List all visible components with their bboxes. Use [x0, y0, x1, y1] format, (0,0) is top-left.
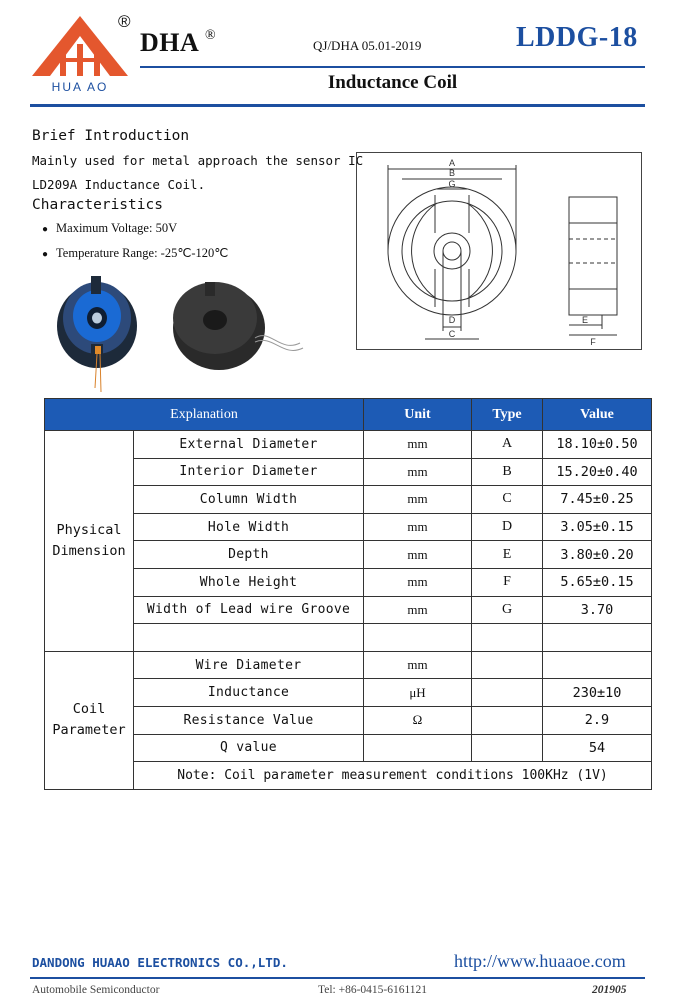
row-item: Inductance	[134, 679, 364, 707]
group-physical-dimension: Physical Dimension	[45, 431, 134, 652]
row-value: 5.65±0.15	[543, 568, 652, 596]
row-value: 7.45±0.25	[543, 486, 652, 514]
row-type	[472, 624, 543, 652]
table-row	[45, 651, 652, 679]
dimension-label-b: B	[448, 168, 456, 178]
row-item: Q value	[134, 734, 364, 762]
row-type: G	[472, 596, 543, 624]
part-number: LDDG-18	[516, 22, 638, 53]
row-value: 2.9	[543, 706, 652, 734]
dimension-label-e: E	[581, 315, 589, 325]
header-rule	[30, 104, 645, 107]
row-unit: μH	[364, 679, 472, 707]
dimension-label-d: D	[448, 315, 456, 325]
row-item: Hole Width	[134, 513, 364, 541]
brand-registered-mark: ®	[205, 28, 216, 43]
row-unit	[364, 734, 472, 762]
row-item: Depth	[134, 541, 364, 569]
table-row	[45, 568, 652, 596]
document-title: Inductance Coil	[327, 72, 458, 93]
logo-registered-mark: ®	[118, 12, 131, 31]
table-row	[45, 706, 652, 734]
row-unit: mm	[364, 541, 472, 569]
measurement-note: Note: Coil parameter measurement conditions 100KHz (1V)	[134, 762, 652, 790]
row-unit: mm	[364, 651, 472, 679]
row-item: Interior Diameter	[134, 458, 364, 486]
characteristics-heading: Characteristics	[32, 197, 163, 213]
row-item: External Diameter	[134, 431, 364, 459]
row-unit: mm	[364, 486, 472, 514]
dimension-drawing	[356, 152, 642, 350]
header-type: Type	[472, 399, 543, 431]
header-divider	[140, 66, 645, 68]
table-row	[45, 458, 652, 486]
row-type: A	[472, 431, 543, 459]
row-value	[543, 651, 652, 679]
row-item: Whole Height	[134, 568, 364, 596]
footer-category: Automobile Semiconductor	[32, 984, 160, 996]
header-value: Value	[543, 399, 652, 431]
coil-photo-black	[173, 282, 303, 370]
footer-date-code: 201905	[592, 984, 627, 996]
row-unit	[364, 624, 472, 652]
intro-line-2: LD209A Inductance Coil.	[32, 177, 206, 192]
dimension-label-a: A	[448, 158, 456, 168]
row-type: C	[472, 486, 543, 514]
row-type	[472, 651, 543, 679]
row-type: D	[472, 513, 543, 541]
row-value: 18.10±0.50	[543, 431, 652, 459]
row-type: E	[472, 541, 543, 569]
table-row	[45, 541, 652, 569]
row-value: 230±10	[543, 679, 652, 707]
characteristic-item: ● Maximum Voltage: 50V	[42, 221, 178, 235]
row-value: 3.80±0.20	[543, 541, 652, 569]
row-type: B	[472, 458, 543, 486]
logo-text: HUA AO	[51, 80, 109, 94]
dimension-label-g: G	[448, 179, 456, 189]
row-value: 3.70	[543, 596, 652, 624]
row-value: 54	[543, 734, 652, 762]
footer-rule	[30, 977, 645, 979]
row-unit: mm	[364, 596, 472, 624]
row-item: Resistance Value	[134, 706, 364, 734]
row-value: 15.20±0.40	[543, 458, 652, 486]
coil-photo-blue	[57, 276, 137, 392]
table-row	[45, 596, 652, 624]
company-name: DANDONG HUAAO ELECTRONICS CO.,LTD.	[32, 955, 288, 970]
row-type	[472, 734, 543, 762]
row-type	[472, 679, 543, 707]
row-unit: mm	[364, 568, 472, 596]
product-photos	[55, 268, 345, 396]
row-value	[543, 624, 652, 652]
bullet-icon: ●	[42, 249, 49, 260]
row-item: Column Width	[134, 486, 364, 514]
row-item	[134, 624, 364, 652]
table-row	[45, 486, 652, 514]
huaao-logo	[30, 14, 130, 94]
brand-name: DHA	[140, 28, 200, 57]
header-unit: Unit	[364, 399, 472, 431]
row-item: Wire Diameter	[134, 651, 364, 679]
document-number: QJ/DHA 05.01-2019	[313, 38, 422, 53]
intro-line-1: Mainly used for metal approach the sensor IC	[32, 153, 364, 168]
table-row	[45, 624, 652, 652]
footer-telephone: Tel: +86-0415-6161121	[318, 984, 428, 996]
row-unit: mm	[364, 513, 472, 541]
website-link[interactable]: http://www.huaaoe.com	[454, 951, 626, 971]
table-header-row	[45, 399, 652, 431]
row-type	[472, 706, 543, 734]
row-unit: mm	[364, 458, 472, 486]
bullet-icon: ●	[42, 224, 49, 235]
characteristic-item: ● Temperature Range: -25℃-120℃	[42, 246, 229, 260]
dimension-label-f: F	[590, 337, 596, 347]
group-coil-parameter: Coil Parameter	[45, 651, 134, 789]
header-explanation: Explanation	[45, 399, 364, 431]
table-row	[45, 734, 652, 762]
dimension-label-c: C	[448, 329, 456, 339]
row-value: 3.05±0.15	[543, 513, 652, 541]
table-row	[45, 679, 652, 707]
row-type: F	[472, 568, 543, 596]
table-note-row	[45, 762, 652, 790]
row-item: Width of Lead wire Groove	[134, 596, 364, 624]
specification-table	[44, 398, 652, 790]
row-unit: Ω	[364, 706, 472, 734]
intro-heading: Brief Introduction	[32, 128, 190, 144]
table-row	[45, 431, 652, 459]
row-unit: mm	[364, 431, 472, 459]
table-row	[45, 513, 652, 541]
